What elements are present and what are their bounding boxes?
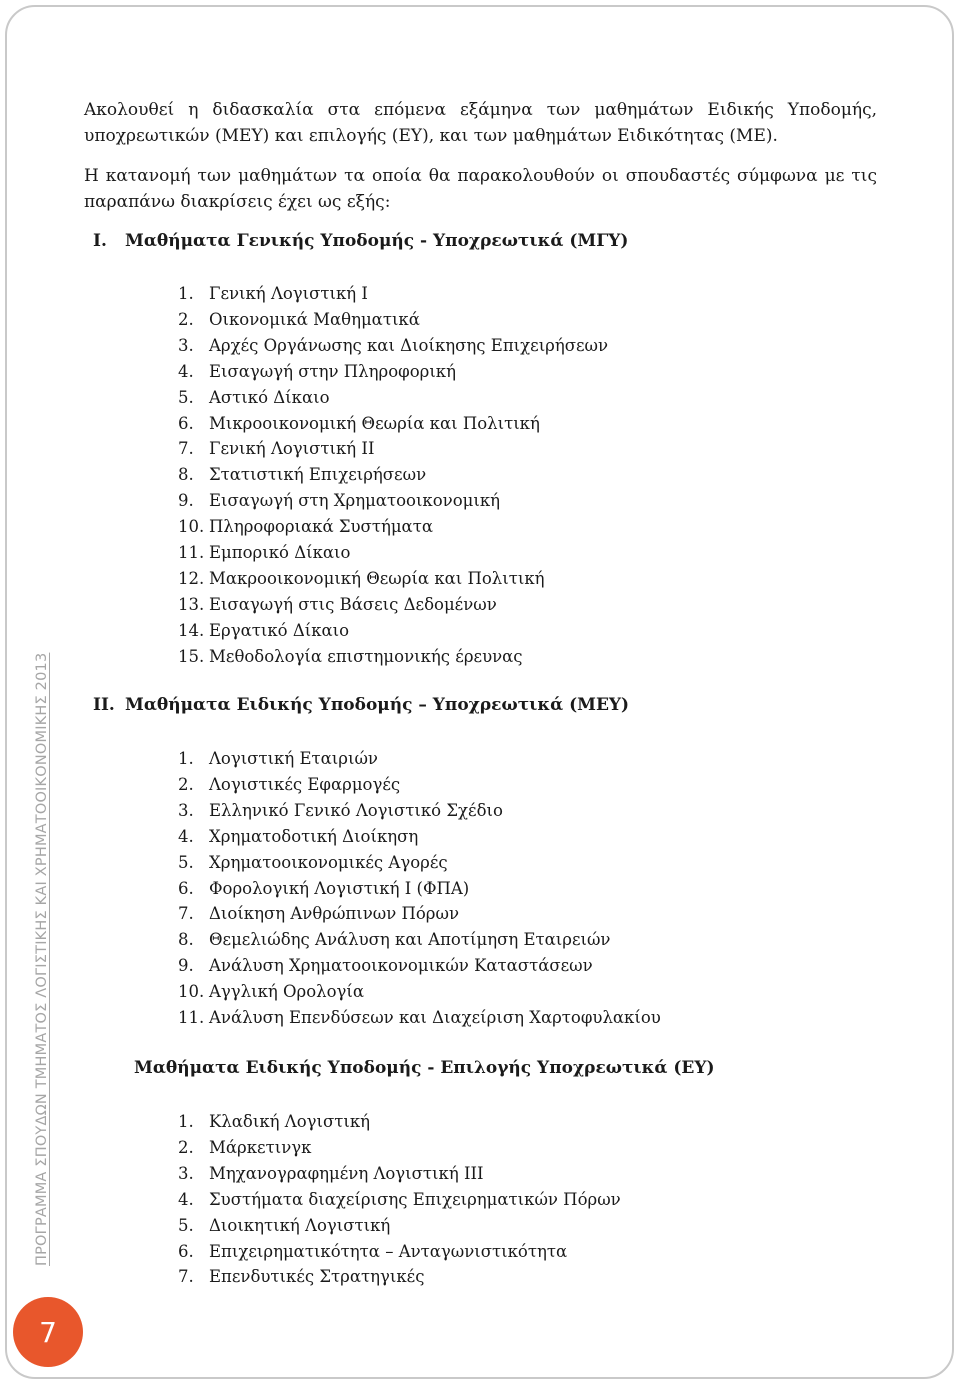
course-title: Πληροφοριακά Συστήματα [209, 517, 433, 537]
course-title: Χρηματοοικονομικές Αγορές [209, 852, 448, 872]
course-item [178, 566, 608, 592]
section-3-course-list [178, 1109, 621, 1290]
course-number: 3. [178, 1163, 194, 1183]
course-number: 9. [178, 491, 194, 511]
course-item [178, 592, 608, 618]
course-title: Αγγλική Ορολογία [209, 982, 365, 1002]
course-title: Γενική Λογιστική ΙΙ [209, 439, 375, 459]
course-title: Μάρκετινγκ [209, 1137, 312, 1157]
course-item [178, 1239, 621, 1265]
course-title: Λογιστικές Εφαρμογές [209, 774, 401, 794]
course-item [178, 307, 608, 333]
course-item [178, 1135, 621, 1161]
course-item [178, 927, 661, 953]
course-number: 4. [178, 361, 194, 381]
intro-paragraph-1-line-1: Ακολουθεί η διδασκαλία στα επόμενα εξάμηνα των μαθημάτων Ειδικής Υποδομής, [84, 100, 877, 120]
intro-paragraph-1-line-2: υποχρεωτικών (ΜΕΥ) και επιλογής (ΕΥ), και των μαθημάτων Ειδικότητας (ΜΕ). [84, 126, 778, 146]
section-1-title: Μαθήματα Γενικής Υποδομής - Υποχρεωτικά (ΜΓΥ) [125, 231, 629, 251]
course-item [178, 644, 608, 670]
course-item [178, 1005, 661, 1031]
course-item [178, 798, 661, 824]
course-number: 10. [178, 982, 205, 1002]
course-number: 3. [178, 335, 194, 355]
course-item [178, 876, 661, 902]
course-title: Επιχειρηματικότητα – Ανταγωνιστικότητα [209, 1241, 568, 1261]
course-number: 11. [178, 1008, 205, 1028]
intro-paragraph-2 [84, 163, 877, 215]
intro-paragraph-2-line-1: Η κατανομή των μαθημάτων τα οποία θα παρακολουθούν οι σπουδαστές σύμφωνα με τις [84, 166, 877, 186]
course-number: 6. [178, 413, 194, 433]
course-number: 7. [178, 439, 194, 459]
course-title: Γενική Λογιστική Ι [209, 284, 368, 303]
course-item [178, 1187, 621, 1213]
course-item [178, 824, 661, 850]
section-2-title: Μαθήματα Ειδικής Υποδομής – Υποχρεωτικά (ΜΕΥ) [125, 695, 630, 715]
side-running-title: ΠΡΟΓΡΑΜΜΑ ΣΠΟΥΔΩΝ ΤΜΗΜΑΤΟΣ ΛΟΓΙΣΤΙΚΗΣ ΚΑΙ ΧΡΗΜΑΤΟΟΙΚΟΝΟΜΙΚΗΣ 2013 [34, 652, 50, 1266]
course-title: Διοικητική Λογιστική [209, 1215, 391, 1235]
course-title: Αστικό Δίκαιο [209, 387, 330, 407]
course-title: Οικονομικά Μαθηματικά [209, 309, 420, 329]
course-number: 9. [178, 956, 194, 976]
course-item [178, 850, 661, 876]
course-number: 6. [178, 878, 194, 898]
course-item [178, 618, 608, 644]
course-item [178, 333, 608, 359]
course-number: 10. [178, 517, 205, 537]
course-title: Μικροοικονομική Θεωρία και Πολιτική [209, 413, 540, 433]
section-2-heading [93, 695, 629, 715]
course-title: Ανάλυση Χρηματοοικονομικών Καταστάσεων [209, 956, 593, 976]
course-title: Χρηματοδοτική Διοίκηση [209, 826, 419, 846]
course-number: 4. [178, 826, 194, 846]
course-title: Διοίκηση Ανθρώπινων Πόρων [209, 904, 459, 924]
intro-paragraph-1 [84, 97, 877, 149]
course-title: Εργατικό Δίκαιο [209, 620, 350, 640]
course-number: 6. [178, 1241, 194, 1261]
course-title: Μηχανογραφημένη Λογιστική ΙΙΙ [209, 1163, 484, 1183]
page-number-badge: 7 [13, 1297, 83, 1367]
course-number: 8. [178, 930, 194, 950]
section-1-course-list [178, 281, 608, 670]
course-item [178, 772, 661, 798]
course-number: 8. [178, 465, 194, 485]
course-item [178, 281, 608, 307]
course-number: 1. [178, 284, 194, 303]
course-title: Λογιστική Εταιριών [209, 749, 378, 768]
course-number: 5. [178, 852, 194, 872]
course-number: 5. [178, 387, 194, 407]
course-title: Θεμελιώδης Ανάλυση και Αποτίμηση Εταιρειών [209, 930, 611, 950]
course-number: 3. [178, 800, 194, 820]
course-number: 7. [178, 1267, 194, 1287]
section-1-heading [93, 231, 628, 251]
course-number: 1. [178, 749, 194, 768]
intro-paragraph-2-line-2: παραπάνω διακρίσεις έχει ως εξής: [84, 192, 391, 212]
course-number: 13. [178, 594, 205, 614]
course-item [178, 411, 608, 437]
course-number: 4. [178, 1189, 194, 1209]
course-title: Συστήματα διαχείρισης Επιχειρηματικών Πόρων [209, 1189, 621, 1209]
course-title: Ελληνικό Γενικό Λογιστικό Σχέδιο [209, 800, 503, 820]
course-title: Εισαγωγή στη Χρηματοοικονομική [209, 491, 501, 511]
section-2-numeral: II. [93, 695, 115, 715]
course-item [178, 979, 661, 1005]
section-1-numeral: I. [93, 231, 107, 251]
course-number: 11. [178, 543, 205, 563]
course-item [178, 436, 608, 462]
section-2-course-list [178, 746, 661, 1031]
course-title: Επενδυτικές Στρατηγικές [209, 1267, 425, 1287]
course-item [178, 901, 661, 927]
course-title: Εμπορικό Δίκαιο [209, 543, 351, 563]
course-number: 2. [178, 1137, 194, 1157]
course-number: 2. [178, 774, 194, 794]
course-item [178, 1161, 621, 1187]
course-item [178, 514, 608, 540]
course-title: Εισαγωγή στις Βάσεις Δεδομένων [209, 594, 497, 614]
course-number: 14. [178, 620, 205, 640]
section-3-heading [134, 1058, 715, 1078]
course-item [178, 385, 608, 411]
course-item [178, 1264, 621, 1290]
course-number: 12. [178, 568, 205, 588]
course-title: Εισαγωγή στην Πληροφορική [209, 361, 457, 381]
course-item [178, 462, 608, 488]
course-item [178, 953, 661, 979]
course-item [178, 540, 608, 566]
course-title: Φορολογική Λογιστική Ι (ΦΠΑ) [209, 878, 470, 898]
section-3-title: Μαθήματα Ειδικής Υποδομής - Επιλογής Υποχρεωτικά (ΕΥ) [134, 1058, 715, 1078]
course-item [178, 746, 661, 772]
course-number: 15. [178, 646, 205, 666]
course-number: 5. [178, 1215, 194, 1235]
course-title: Ανάλυση Επενδύσεων και Διαχείριση Χαρτοφυλακίου [209, 1008, 661, 1028]
course-number: 1. [178, 1112, 194, 1131]
course-title: Στατιστική Επιχειρήσεων [209, 465, 427, 485]
course-title: Αρχές Οργάνωσης και Διοίκησης Επιχειρήσεων [209, 335, 609, 355]
course-title: Μεθοδολογία επιστημονικής έρευνας [209, 646, 523, 666]
course-item [178, 488, 608, 514]
course-item [178, 1109, 621, 1135]
course-item [178, 359, 608, 385]
course-item [178, 1213, 621, 1239]
course-title: Μακροοικονομική Θεωρία και Πολιτική [209, 568, 545, 588]
course-number: 7. [178, 904, 194, 924]
course-number: 2. [178, 309, 194, 329]
course-title: Κλαδική Λογιστική [209, 1112, 371, 1131]
